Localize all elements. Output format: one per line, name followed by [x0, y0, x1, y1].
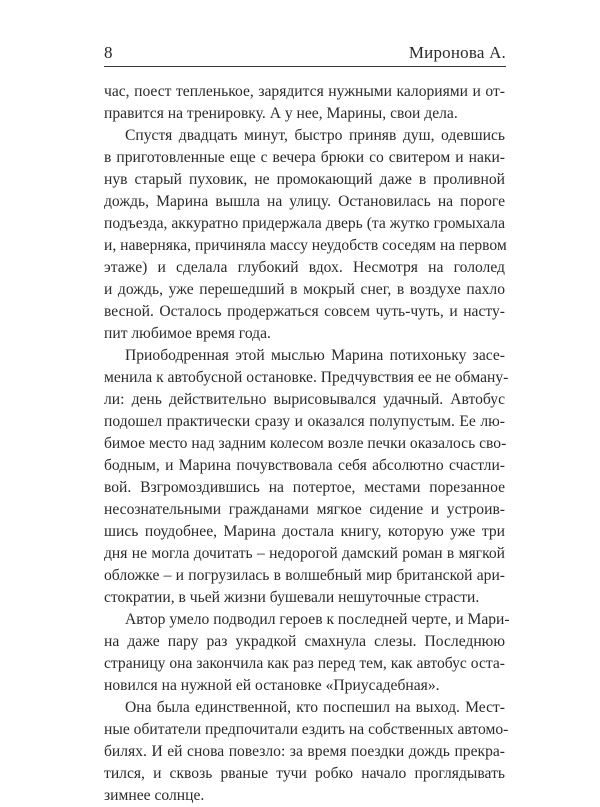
text-line: билях. И ей снова повезло: за время поездки дождь прекра-	[104, 743, 505, 760]
page-number: 8	[104, 43, 113, 62]
text-line: подошел практически сразу и оказался полупустым. Ее лю-	[104, 413, 505, 430]
text-line: Она была единственной, кто поспешил на выход. Мест-	[125, 699, 505, 716]
paragraph	[104, 125, 505, 345]
text-line: в приготовленные еще с вечера брюки со свитером и наки-	[104, 149, 505, 166]
page-header	[104, 42, 506, 66]
text-line: ли: день действительно вырисовывался удачный. Автобус	[104, 391, 505, 408]
text-line: нув старый пуховик, не промокающий даже в проливной	[104, 171, 505, 188]
text-line: зимнее солнце.	[104, 787, 205, 804]
text-line: Автор умело подводил героев к последней черте, и Мари-	[125, 611, 510, 628]
body-text	[104, 81, 510, 807]
paragraph	[104, 609, 510, 697]
text-line: шись поудобнее, Марина достала книгу, которую уже три	[104, 523, 505, 540]
text-line: бимое место над задним колесом возле печки оказалось сво-	[104, 435, 507, 452]
text-line: тился, и сквозь рваные тучи робко начало проглядывать	[104, 765, 505, 782]
text-line: страницу она закончила как раз перед тем, как автобус оста-	[104, 655, 505, 672]
header-rule	[104, 66, 506, 67]
text-line: новился на нужной ей остановке «Приусадебная».	[104, 677, 440, 694]
text-line: бодным, и Марина почувствовала себя абсолютно счастли-	[104, 457, 505, 474]
text-line: несознательными гражданами мягкое сидение и устроив-	[104, 501, 505, 518]
text-line: обложке – и погрузилась в волшебный мир британской ари-	[104, 567, 505, 584]
text-line: этаже) и сделала глубокий вдох. Несмотря на гололед	[104, 259, 505, 276]
text-line: пит любимое время года.	[104, 325, 271, 342]
text-line: дня не могла дочитать – недорогой дамский роман в мягкой	[104, 545, 505, 562]
text-line: Приободренная этой мыслью Марина потихоньку засе-	[125, 347, 505, 364]
text-line: ные обитатели предпочитали ездить на собственных автомо-	[104, 721, 509, 738]
text-line: Спустя двадцать минут, быстро приняв душ, одевшись	[125, 127, 505, 144]
text-line: дождь, Марина вышла на улицу. Остановилась на пороге	[104, 193, 505, 210]
text-line: на даже пару раз украдкой смахнула слезы. Последнюю	[104, 633, 505, 650]
text-line: весной. Осталось продержаться совсем чуть-чуть, и насту-	[104, 303, 505, 320]
text-line: менила к автобусной остановке. Предчувствия ее не обману-	[104, 369, 509, 386]
text-line: час, поест тепленькое, зарядится нужными калориями и от-	[104, 83, 505, 100]
paragraph	[104, 345, 509, 609]
paragraph	[104, 81, 505, 125]
text-line: подъезда, аккуратно придержала дверь (та жутко громыхала	[104, 215, 505, 232]
running-head-author: Миронова А.	[408, 43, 506, 62]
text-line: и дождь, уже перешедший в мокрый снег, в воздухе пахло	[104, 281, 505, 298]
text-line: правится на тренировку. А у нее, Марины, свои дела.	[104, 105, 458, 122]
paragraph	[104, 697, 509, 807]
text-line: вой. Взгромоздившись на потертое, местами порезанное	[104, 479, 505, 496]
text-line: стократии, в чьей жизни бушевали нешуточные страсти.	[104, 589, 480, 606]
text-line: и, наверняка, причиняла массу неудобств соседям на первом	[104, 237, 507, 254]
